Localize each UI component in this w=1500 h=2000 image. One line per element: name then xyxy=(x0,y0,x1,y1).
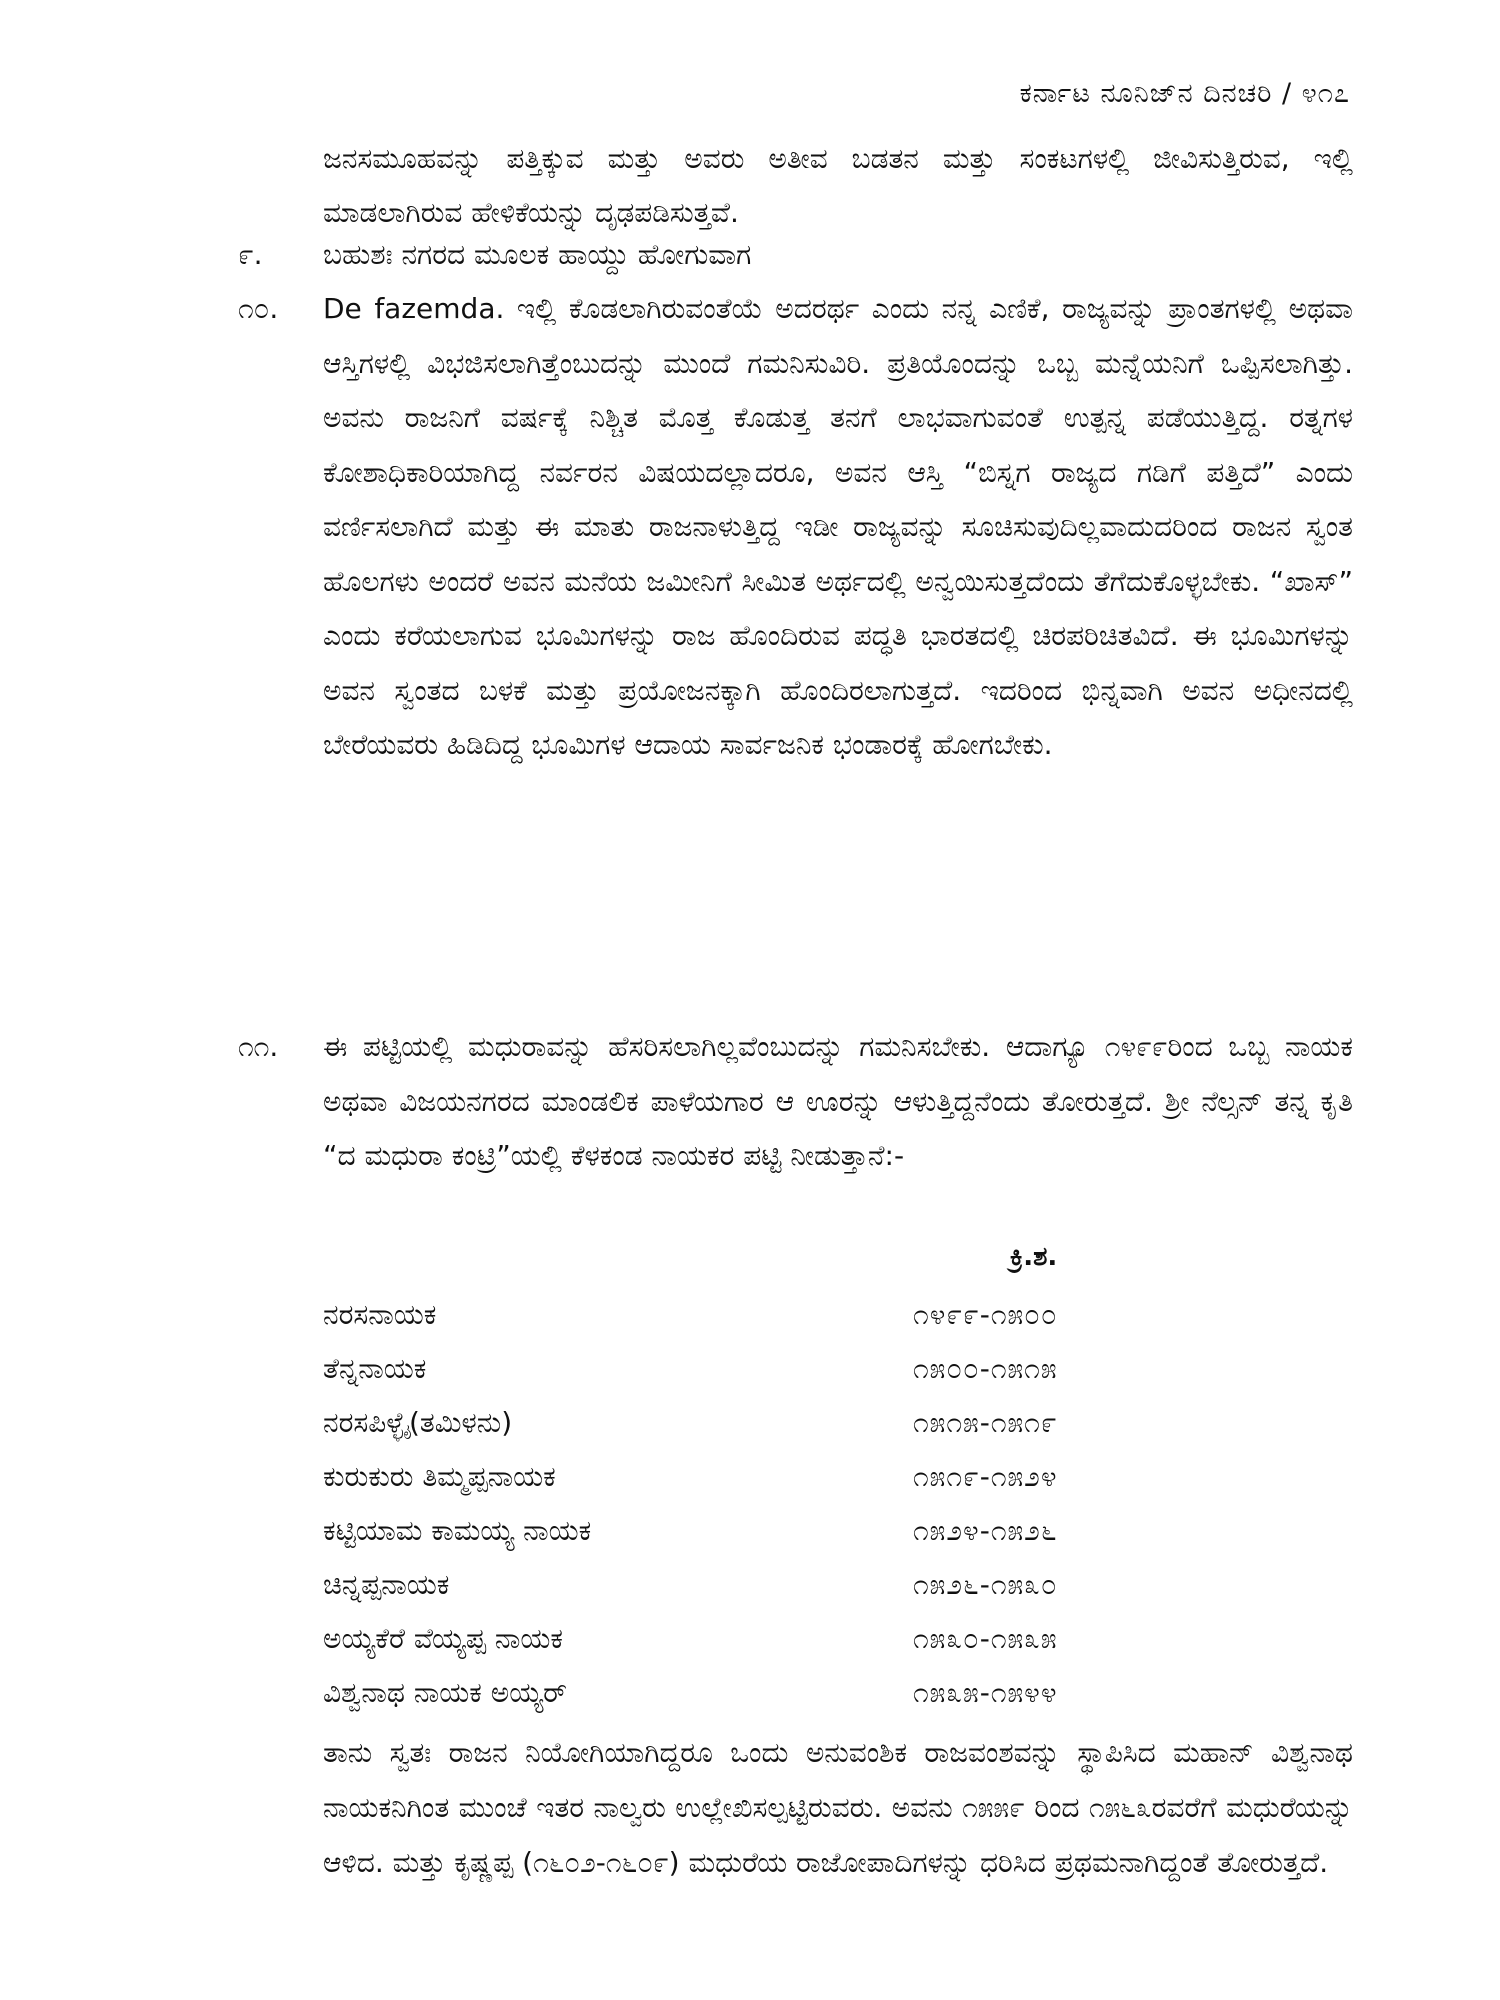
table-row xyxy=(323,1396,1123,1450)
era-column-header: ಕ್ರಿ.ಶ. xyxy=(1010,1242,1058,1272)
intro-paragraph: ಜನಸಮೂಹವನ್ನು ಪತ್ತಿಕ್ಕುವ ಮತ್ತು ಅವರು ಅತೀವ ಬಡತನ ಮತ್ತು ಸಂಕಟಗಳಲ್ಲಿ ಜೀವಿಸುತ್ತಿರುವ, ಇಲ್ಲಿ ಮಾಡಲಾಗಿರುವ ಹೇಳಿಕೆಯನ್ನು ದೃಢಪಡಿಸುತ್ತವೆ. xyxy=(323,142,1353,229)
ruler-name: ಕಟ್ಟಿಯಾಮ ಕಾಮಯ್ಯ ನಾಯಕ xyxy=(323,1514,592,1547)
note-number: ೧೦. xyxy=(238,292,279,325)
ruler-years: ೧೪೯೯-೧೫೦೦ xyxy=(913,1298,1058,1331)
table-row xyxy=(323,1612,1123,1666)
rulers-table xyxy=(323,1288,1123,1720)
ruler-name: ನರಸನಾಯಕ xyxy=(323,1298,437,1331)
table-row xyxy=(323,1450,1123,1504)
ruler-name: ಕುರುಕುರು ತಿಮ್ಮಪ್ಪನಾಯಕ xyxy=(323,1460,556,1493)
closing-paragraph: ತಾನು ಸ್ವತಃ ರಾಜನ ನಿಯೋಗಿಯಾಗಿದ್ದರೂ ಒಂದು ಅನುವಂಶಿಕ ರಾಜವಂಶವನ್ನು ಸ್ಥಾಪಿಸಿದ ಮಹಾನ್ ವಿಶ್ವನಾಥ ನಾಯಕನಿಗಿಂತ ಮುಂಚೆ ಇತರ ನಾಲ್ವರು ಉಲ್ಲೇಖಿಸಲ್ಪಟ್ಟಿರುವರು. ಅವನು ೧೫೫೯ ರಿಂದ ೧೫೬೩ರವರೆಗೆ ಮಧುರೆಯನ್ನು ಆಳಿದ. ಮತ್ತು ಕೃಷ್ಣಪ್ಪ (೧೬೦೨-೧೬೦೯) ಮಧುರೆಯ ರಾಜೋಪಾದಿಗಳನ್ನು ಧರಿಸಿದ ಪ್ರಥಮನಾಗಿದ್ದಂತೆ ತೋರುತ್ತದೆ. xyxy=(323,1736,1353,1879)
ruler-name: ಚಿನ್ನಪ್ಪನಾಯಕ xyxy=(323,1568,450,1601)
note-text: ಈ ಪಟ್ಟಿಯಲ್ಲಿ ಮಧುರಾವನ್ನು ಹೆಸರಿಸಲಾಗಿಲ್ಲವೆಂಬುದನ್ನು ಗಮನಿಸಬೇಕು. ಆದಾಗ್ಯೂ ೧೪೯೯ರಿಂದ ಒಬ್ಬ ನಾಯಕ ಅಥವಾ ವಿಜಯನಗರದ ಮಾಂಡಲಿಕ ಪಾಳೆಯಗಾರ ಆ ಊರನ್ನು ಆಳುತ್ತಿದ್ದನೆಂದು ತೋರುತ್ತದೆ. ಶ್ರೀ ನೆಲ್ಸನ್ ತನ್ನ ಕೃತಿ “ದ ಮಧುರಾ ಕಂಟ್ರಿ”ಯಲ್ಲಿ ಕೆಳಕಂಡ ನಾಯಕರ ಪಟ್ಟಿ ನೀಡುತ್ತಾನೆ:- xyxy=(323,1030,1353,1172)
note-number: ೧೧. xyxy=(238,1030,279,1063)
table-row xyxy=(323,1504,1123,1558)
table-row xyxy=(323,1342,1123,1396)
note-text: De fazemda. ಇಲ್ಲಿ ಕೊಡಲಾಗಿರುವಂತೆಯೆ ಅದರರ್ಥ ಎಂದು ನನ್ನ ಎಣಿಕೆ, ರಾಜ್ಯವನ್ನು ಪ್ರಾಂತಗಳಲ್ಲಿ ಅಥವಾ ಆಸ್ತಿಗಳಲ್ಲಿ ವಿಭಜಿಸಲಾಗಿತ್ತೆಂಬುದನ್ನು ಮುಂದೆ ಗಮನಿಸುವಿರಿ. ಪ್ರತಿಯೊಂದನ್ನು ಒಬ್ಬ ಮನ್ನೆಯನಿಗೆ ಒಪ್ಪಿಸಲಾಗಿತ್ತು. ಅವನು ರಾಜನಿಗೆ ವರ್ಷಕ್ಕೆ ನಿಶ್ಚಿತ ಮೊತ್ತ ಕೊಡುತ್ತ ತನಗೆ ಲಾಭವಾಗುವಂತೆ ಉತ್ಪನ್ನ ಪಡೆಯುತ್ತಿದ್ದ. ರತ್ನಗಳ ಕೋಶಾಧಿಕಾರಿಯಾಗಿದ್ದ ನರ್ವರನ ವಿಷಯದಲ್ಲಾದರೂ, ಅವನ ಆಸ್ತಿ “ಬಿಸ್ನಗ ರಾಜ್ಯದ ಗಡಿಗೆ ಪತ್ತಿದೆ” ಎಂದು ವರ್ಣಿಸಲಾಗಿದೆ ಮತ್ತು ಈ ಮಾತು ರಾಜನಾಳುತ್ತಿದ್ದ ಇಡೀ ರಾಜ್ಯವನ್ನು ಸೂಚಿಸುವುದಿಲ್ಲವಾದುದರಿಂದ ರಾಜನ ಸ್ವಂತ ಹೊಲಗಳು ಅಂದರೆ ಅವನ ಮನೆಯ ಜಮೀನಿಗೆ ಸೀಮಿತ ಅರ್ಥದಲ್ಲಿ ಅನ್ವಯಿಸುತ್ತದೆಂದು ತೆಗೆದುಕೊಳ್ಳಬೇಕು. “ಖಾಸ್” ಎಂದು ಕರೆಯಲಾಗುವ ಭೂಮಿಗಳನ್ನು ರಾಜ ಹೊಂದಿರುವ ಪದ್ಧತಿ ಭಾರತದಲ್ಲಿ ಚಿರಪರಿಚಿತವಿದೆ. ಈ ಭೂಮಿಗಳನ್ನು ಅವನ ಸ್ವಂತದ ಬಳಕೆ ಮತ್ತು ಪ್ರಯೋಜನಕ್ಕಾಗಿ ಹೊಂದಿರಲಾಗುತ್ತದೆ. ಇದರಿಂದ ಭಿನ್ನವಾಗಿ ಅವನ ಅಧೀನದಲ್ಲಿ ಬೇರೆಯವರು ಹಿಡಿದಿದ್ದ ಭೂಮಿಗಳ ಆದಾಯ ಸಾರ್ವಜನಿಕ ಭಂಡಾರಕ್ಕೆ ಹೋಗಬೇಕು. xyxy=(323,292,1353,761)
table-row xyxy=(323,1666,1123,1720)
table-row xyxy=(323,1558,1123,1612)
table-row xyxy=(323,1288,1123,1342)
ruler-years: ೧೫೧೫-೧೫೧೯ xyxy=(913,1406,1058,1439)
note-text: ಬಹುಶಃ ನಗರದ ಮೂಲಕ ಹಾಯ್ದು ಹೋಗುವಾಗ xyxy=(323,238,752,271)
note-number: ೯. xyxy=(238,238,263,271)
ruler-years: ೧೫೧೯-೧೫೨೪ xyxy=(913,1460,1058,1493)
ruler-name: ತೆನ್ನನಾಯಕ xyxy=(323,1352,427,1385)
ruler-years: ೧೫೨೬-೧೫೩೦ xyxy=(913,1568,1058,1601)
ruler-name: ನರಸಪಿಳ್ಳೈ(ತಮಿಳನು) xyxy=(323,1406,513,1439)
ruler-years: ೧೫೩೫-೧೫೪೪ xyxy=(913,1676,1058,1709)
ruler-name: ವಿಶ್ವನಾಥ ನಾಯಕ ಅಯ್ಯರ್ xyxy=(323,1676,567,1709)
ruler-years: ೧೫೩೦-೧೫೩೫ xyxy=(913,1622,1058,1655)
ruler-years: ೧೫೨೪-೧೫೨೬ xyxy=(913,1514,1058,1547)
running-head: ಕರ್ನಾಟ ನೂನಿಜ್‌ನ ದಿನಚರಿ / ೪೧೭ xyxy=(1019,78,1350,109)
ruler-years: ೧೫೦೦-೧೫೧೫ xyxy=(913,1352,1058,1385)
ruler-name: ಅಯ್ಯಕೆರೆ ವೆಯ್ಯಪ್ಪ ನಾಯಕ xyxy=(323,1622,563,1655)
